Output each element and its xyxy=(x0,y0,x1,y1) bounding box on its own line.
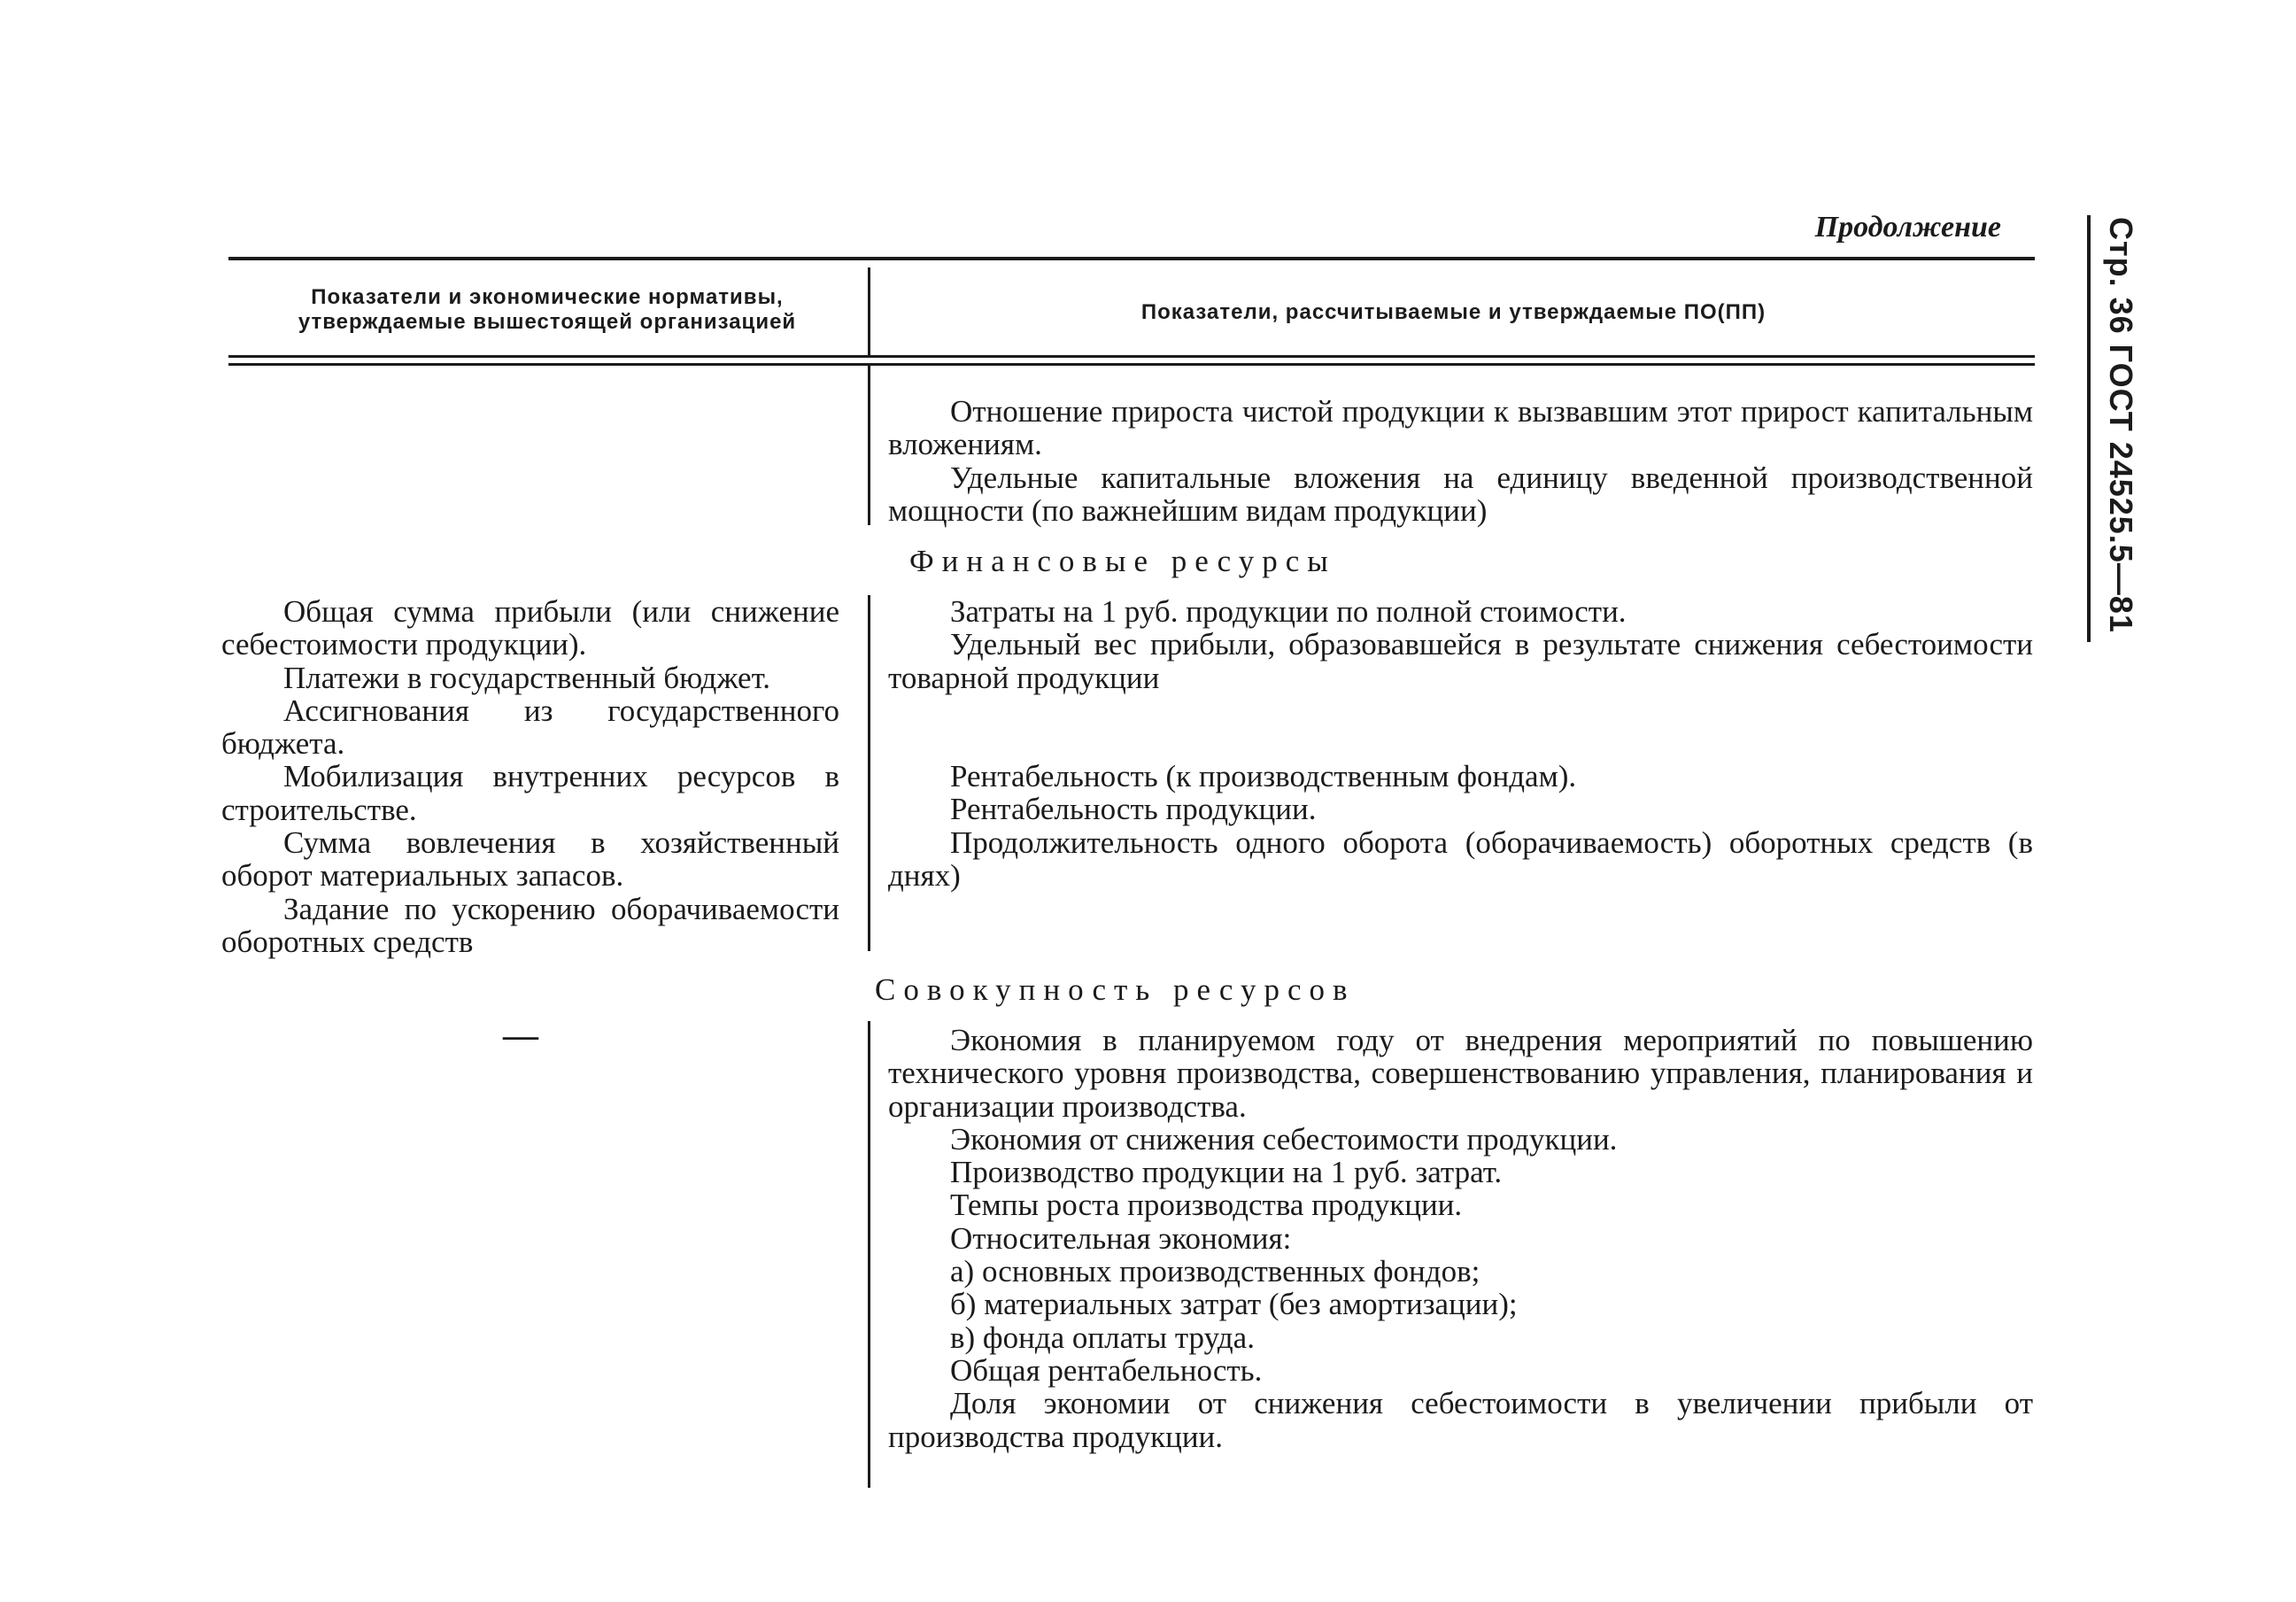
column-divider-block1 xyxy=(868,366,870,525)
paragraph: Рентабельность (к производственным фондам). xyxy=(950,759,1577,793)
paragraph: Рентабельность продукции. xyxy=(950,792,1317,827)
side-page-label-text: Стр. 36 ГОСТ 24525.5—81 xyxy=(2103,217,2139,633)
paragraph: Мобилизация внутренних ресурсов в строительстве. xyxy=(221,759,839,827)
paragraph: Экономия в планируемом году от внедрения мероприятий по повышению технического уровня производства, совершенствованию управления, планирования и организации производства. xyxy=(888,1023,2033,1124)
header-left-line-1: Показатели и экономические нормативы, xyxy=(311,285,784,309)
header-left-line-2: утверждаемые вышестоящей организацией xyxy=(298,310,797,334)
header-left-cell xyxy=(228,285,866,335)
header-bottom-rule-1 xyxy=(228,355,2035,358)
side-vertical-rule xyxy=(2087,215,2091,642)
paragraph: а) основных производственных фондов; xyxy=(950,1254,1480,1289)
paragraph: Сумма вовлечения в хозяйственный оборот материальных запасов. xyxy=(221,825,839,894)
paragraph: Общая рентабельность. xyxy=(950,1352,1263,1388)
paragraph: Задание по ускорению оборачиваемости оборотных средств xyxy=(221,891,839,959)
continuation-label: Продолжение xyxy=(1814,211,2001,244)
paragraph: Платежи в государственный бюджет. xyxy=(283,660,771,695)
block2-right-text-b xyxy=(888,760,2033,892)
paragraph: Доля экономии от снижения себестоимости в увеличении прибыли от производства продукции. xyxy=(888,1386,2033,1454)
header-right-cell: Показатели, рассчитываемые и утверждаемые ПО(ПП) xyxy=(1140,300,1766,324)
column-divider-header xyxy=(868,267,870,356)
block2-right-text-a xyxy=(888,595,2033,694)
paragraph: Удельные капитальные вложения на единицу введенной производственной мощности (по важнейшим видам продукции) xyxy=(888,460,2033,528)
table-top-rule xyxy=(228,257,2035,260)
paragraph: Продолжительность одного оборота (оборачиваемость) оборотных средств (в днях) xyxy=(888,824,2033,893)
paragraph: Общая сумма прибыли (или снижение себестоимости продукции). xyxy=(221,594,839,662)
paragraph: Ассигнования из государственного бюджета. xyxy=(221,693,839,762)
column-divider-block3 xyxy=(868,1021,870,1488)
paragraph: Производство продукции на 1 руб. затрат. xyxy=(950,1155,1503,1190)
paragraph: Затраты на 1 руб. продукции по полной стоимости. xyxy=(950,594,1627,629)
side-page-label xyxy=(2097,217,2141,642)
column-divider-block2 xyxy=(868,595,870,951)
paragraph: в) фонда оплаты труда. xyxy=(950,1320,1255,1355)
block3-left-dash: — xyxy=(503,1015,538,1055)
paragraph: Удельный вес прибыли, образовавшейся в результате снижения себестоимости товарной продукции xyxy=(888,627,2033,695)
block1-right-text xyxy=(888,395,2033,527)
paragraph: Отношение прироста чистой продукции к вызвавшим этот прирост капитальным вложениям. xyxy=(888,394,2033,462)
header-bottom-rule-2 xyxy=(228,363,2035,366)
block3-right-text xyxy=(888,1024,2033,1453)
paragraph: Экономия от снижения себестоимости продукции. xyxy=(950,1121,1618,1157)
paragraph: Темпы роста производства продукции. xyxy=(950,1188,1463,1223)
section-title-financial: Финансовые ресурсы xyxy=(909,544,1336,578)
paragraph: Относительная экономия: xyxy=(950,1220,1292,1256)
paragraph: б) материальных затрат (без амортизации); xyxy=(950,1287,1518,1322)
block2-left-text xyxy=(221,595,839,958)
section-title-total: Совокупность ресурсов xyxy=(875,972,1356,1007)
